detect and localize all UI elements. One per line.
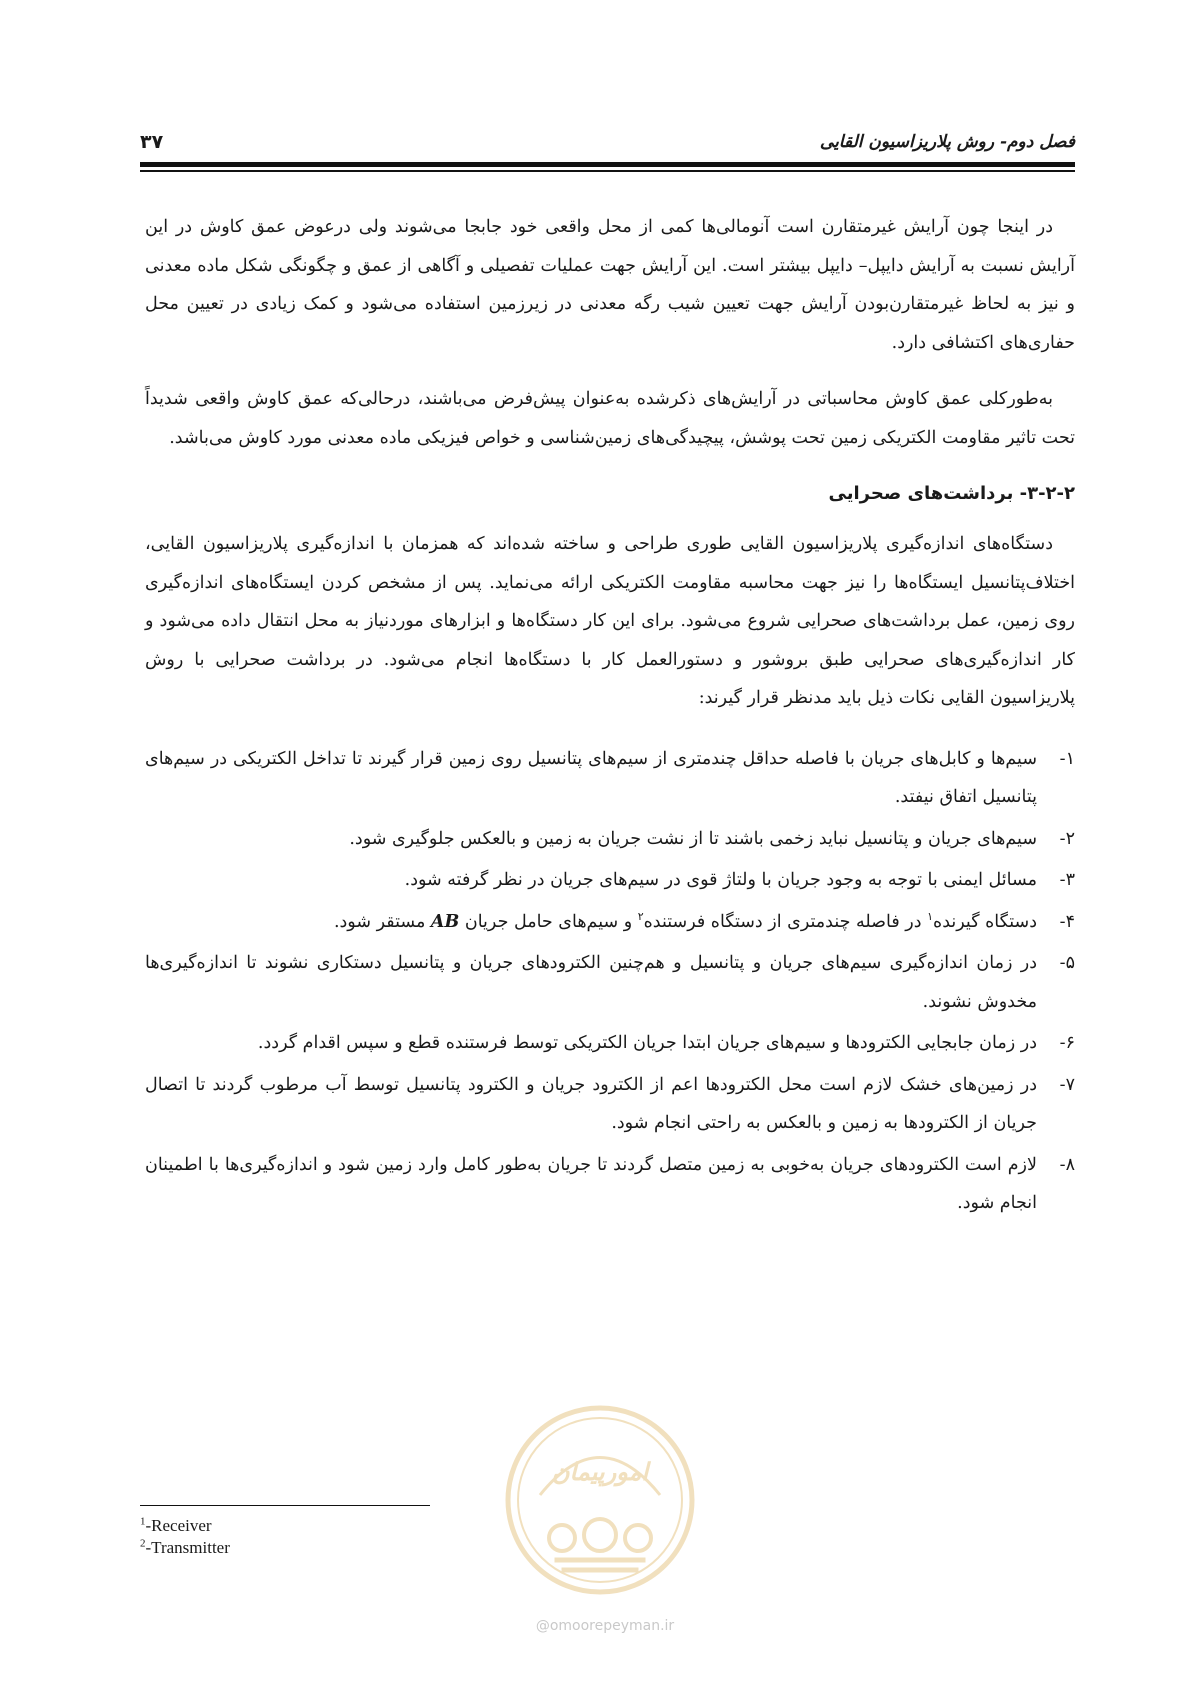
footnote-ref-1: ۱ [927, 909, 934, 923]
list-item-number: ۵- [1059, 953, 1075, 973]
footnote-ref-2: ۲ [637, 909, 644, 923]
footnote-text: -Receiver [145, 1516, 212, 1535]
list-item [145, 740, 1075, 817]
watermark-logo-icon [500, 1400, 700, 1600]
header-rule-thick [140, 162, 1075, 167]
list-item-number: ۸- [1059, 1154, 1075, 1175]
chapter-title: فصل دوم- روش پلاریزاسیون القایی [819, 132, 1075, 152]
header-rule-thin [140, 170, 1075, 172]
list-item [145, 1146, 1075, 1223]
seal-bar-1 [555, 1558, 645, 1562]
field-notes-list [145, 740, 1075, 1223]
ab-symbol: AB [430, 911, 460, 932]
paragraph-2: به‌طورکلی عمق کاوش محاسباتی در آرایش‌های ذکرشده به‌عنوان پیش‌فرض می‌باشند، درحالی‌که عمق کاوش واقعی شدیداً تحت تاثیر مقاومت الکتریکی زمین تحت پوشش، پیچیدگی‌های زمین‌شناسی و خواص فیزیکی ماده معدنی مورد کاوش می‌باشد. [145, 389, 1075, 448]
list-item-text-part: در فاصله چندمتری از دستگاه فرستنده [643, 911, 928, 932]
list-item [145, 1066, 1075, 1143]
footnotes [140, 1515, 230, 1559]
list-item-text-part: دستگاه گیرنده [933, 911, 1037, 932]
list-item-number: ۳- [1059, 870, 1075, 890]
watermark-brand-text: امورپیمان [551, 1458, 649, 1486]
footnote-2 [140, 1537, 230, 1559]
list-item-number: ۶- [1059, 1033, 1075, 1053]
list-item-number: ۱- [1059, 748, 1075, 769]
page-header [140, 128, 1075, 156]
seal-inner-ring [518, 1418, 682, 1582]
list-item-text-part: و سیم‌های حامل جریان [459, 911, 638, 932]
list-item-text: در زمان اندازه‌گیری سیم‌های جریان و پتانسیل و هم‌چنین الکترودهای جریان و پتانسیل دستکاری نشوند تا اندازه‌گیری‌ها مخدوش نشوند. [145, 953, 1037, 1012]
list-item-number: ۷- [1059, 1074, 1075, 1095]
paragraph-1: در اینجا چون آرایش غیرمتقارن است آنومالی‌ها کمی از محل واقعی خود جابجا می‌شوند ولی درعوض عمق کاوش در این آرایش نسبت به آرایش دایپل– دایپل بیشتر است. این آرایش جهت عملیات تفصیلی و آگاهی از عمق و چگونگی شکل ماده معدنی و نیز به لحاظ غیرمتقارن‌بودن آرایش جهت تعیین شیب رگه معدنی در زیرزمین استفاده می‌شود و کمک زیادی در تعیین محل حفاری‌های اکتشافی دارد. [145, 217, 1075, 353]
list-item [145, 903, 1075, 942]
seal-gear-right [625, 1525, 651, 1551]
footnote-mark: 1 [140, 1515, 146, 1528]
list-item-text: سیم‌های جریان و پتانسیل نباید زخمی باشند تا از نشت جریان به زمین و بالعکس جلوگیری شود. [349, 828, 1037, 849]
footnote-1 [140, 1515, 230, 1537]
seal-bar-2 [562, 1568, 638, 1572]
list-item [145, 861, 1075, 900]
list-item-text: در زمان جابجایی الکترودها و سیم‌های جریان ابتدا جریان الکتریکی توسط فرستنده قطع و سپس اقدام گردد. [257, 1033, 1037, 1053]
list-item-text: مسائل ایمنی با توجه به وجود جریان با ولتاژ قوی در سیم‌های جریان در نظر گرفته شود. [404, 870, 1037, 890]
seal-gear-left [549, 1525, 575, 1551]
list-item-text: لازم است الکترودهای جریان به‌خوبی به زمین متصل گردند تا جریان به‌طور کامل وارد زمین شود و اندازه‌گیری‌ها با اطمینان انجام شود. [145, 1154, 1037, 1213]
footnote-rule [140, 1505, 430, 1506]
list-item-number: ۴- [1059, 911, 1075, 932]
body-text [145, 208, 1075, 1226]
seal-outer-ring [508, 1408, 692, 1592]
list-item-text: سیم‌ها و کابل‌های جریان با فاصله حداقل چندمتری از سیم‌های پتانسیل روی زمین قرار گیرند تا تداخل الکتریکی در سیم‌های پتانسیل اتفاق نیفتد. [145, 748, 1037, 807]
watermark-seal [508, 1408, 692, 1592]
list-item [145, 1024, 1075, 1063]
footnote-mark: 2 [140, 1537, 146, 1550]
seal-gear-center [584, 1519, 616, 1551]
list-item [145, 820, 1075, 859]
page-number: ۳۷ [140, 131, 164, 153]
section-paragraph: دستگاه‌های اندازه‌گیری پلاریزاسیون القایی طوری طراحی و ساخته شده‌اند که همزمان با اندازه‌گیری پلاریزاسیون القایی، اختلاف‌پتانسیل ایستگاه‌ها را نیز جهت محاسبه مقاومت الکتریکی ارائه می‌نماید. پس از مشخص کردن ایستگاه‌های اندازه‌گیری روی زمین، عمل برداشت‌های صحرایی شروع می‌شود. برای این کار دستگاه‌ها و ابزارهای موردنیاز به محل انتقال داده می‌شود و کار اندازه‌گیری‌های صحرایی طبق بروشور و دستورالعمل کار با دستگاه‌ها انجام می‌شود. در برداشت صحرایی با روش پلاریزاسیون القایی نکات ذیل باید مدنظر قرار گیرند: [145, 534, 1075, 708]
list-item-text-part: مستقر شود. [333, 911, 431, 932]
list-item [145, 944, 1075, 1021]
footnote-text: -Transmitter [145, 1538, 230, 1557]
list-item-text [145, 903, 1037, 942]
list-item-number: ۲- [1059, 828, 1075, 849]
section-heading: ۳-۲-۲- برداشت‌های صحرایی [828, 483, 1075, 504]
watermark-url: @omoorepeyman.ir [535, 1618, 675, 1634]
list-item-text: در زمین‌های خشک لازم است محل الکترودها اعم از الکترود جریان و الکترود پتانسیل توسط آب مرطوب گردند تا اتصال جریان از الکترودها به زمین و بالعکس به راحتی انجام شود. [145, 1074, 1037, 1133]
